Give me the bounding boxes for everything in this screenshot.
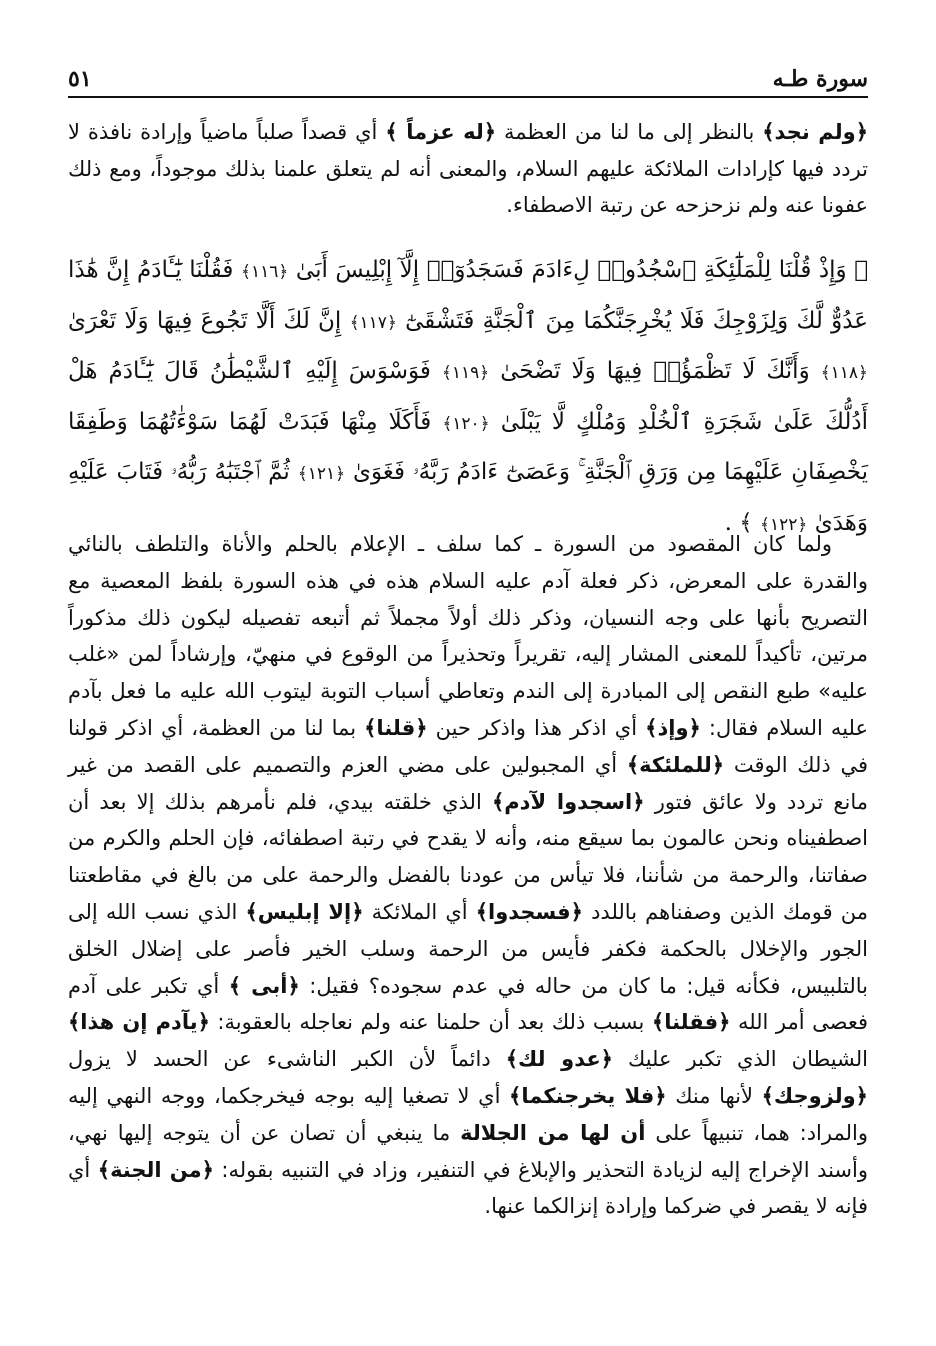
bold-phrase: أن لها من الجلالة xyxy=(460,1120,646,1145)
text-run: أي المجبولين على مضي العزم والتصميم على القصد من غير مانع تردد ولا عائق فتور xyxy=(68,752,869,814)
verse-number: ﴿١٢٠﴾ xyxy=(442,413,490,434)
verse-number: ﴿١١٦﴾ xyxy=(240,262,289,282)
text-run: دائماً لأن الكبر الناشىء عن الحسد لا يزول xyxy=(68,1047,506,1072)
bold-phrase: ﴿له عزماً ﴾ xyxy=(385,120,497,144)
bold-phrase: ﴿فقلنا﴾ xyxy=(651,1010,731,1035)
commentary-paragraph xyxy=(68,526,868,1225)
verse-number: ﴿١١٨﴾ xyxy=(820,363,869,383)
text-run: الذي نسب الله إلى الجور والإخلال بالحكمة فكفر فأيس من الرحمة وسلب الخير فأصر على إضلال الخلق بالتلبيس، فكأنه قيل: ما كان من حاله في عدم سجوده؟ فقيل: xyxy=(68,899,869,998)
bold-phrase: ﴿فلا يخرجنكما﴾ xyxy=(509,1083,667,1108)
verse-text: إِنَّ لَكَ أَلَّا تَجُوعَ فِيهَا وَلَا تَعْرَىٰ xyxy=(68,307,342,334)
verse-text: ثُمَّ ٱجْتَبَٰهُ رَبُّهُۥ فَتَابَ عَلَيْهِ وَهَدَىٰ xyxy=(68,459,868,536)
text-run: الشيطان الذي تكبر عليك xyxy=(612,1047,869,1072)
verse-number: ﴿١٢١﴾ xyxy=(297,464,346,484)
verse-text: فَوَسْوَسَ إِلَيْهِ ٱلشَّيْطَٰنُ قَالَ يَٰٓـَٔادَمُ هَلْ أَدُلُّكَ عَلَىٰ شَجَرَةِ ٱلْخُلْدِ وَمُلْكٍ لَّا يَبْلَىٰ xyxy=(68,358,869,435)
bold-phrase: ﴿اسجدوا لآدم﴾ xyxy=(491,789,645,814)
bold-phrase: ﴿للملئكة﴾ xyxy=(626,752,725,777)
verse-text: فَأَكَلَا مِنْهَا فَبَدَتْ لَهُمَا سَوْءَٰتُهُمَا وَطَفِقَا يَخْصِفَانِ عَلَيْهِمَا مِن وَرَقِ ٱلْجَنَّةِ ۚ وَعَصَىٰٓ ءَادَمُ رَبَّهُۥ فَغَوَىٰ xyxy=(68,408,869,485)
text-run: لأنها منك xyxy=(666,1083,762,1108)
bold-phrase: ﴿يآدم إن هذا﴾ xyxy=(68,1010,210,1035)
bold-phrase: ﴿ولم نجد﴾ xyxy=(762,120,869,144)
intro-paragraph xyxy=(68,114,868,224)
text-run: بالنظر إلى ما لنا من العظمة xyxy=(496,120,763,144)
bold-phrase: ﴿قلنا﴾ xyxy=(364,715,428,740)
text-run: بسبب ذلك بعد أن حلمنا عنه ولم نعاجله بالعقوبة: xyxy=(209,1010,652,1035)
text-run: ولما كان المقصود من السورة ـ كما سلف ـ الإعلام بالحلم والأناة والتلطف بالنائي والقدرة على المعرض، ذكر فعلة آدم عليه السلام هذه في هذه السورة بلفظ المعصية مع التصريح بأنها على وجه النسيان، وذكر ذلك أولاً مجملاً ثم أتبعه تفصيله ليكون ذلك مذكوراً مرتين، تأكيداً للمعنى المشار إليه، تقريراً وتحذيراً من الوقوع في منهيّ، وإرشاداً لمن «غلب عليه» طبع النقص إلى المبادرة إلى الندم وتعاطي أسباب التوبة ليتوب الله عليه ما فعل بآدم عليه السلام فقال: xyxy=(68,532,869,740)
verse-text: ﴿ وَإِذْ قُلْنَا لِلْمَلَٰٓئِكَةِ ٱسْجُدُوا۟ لِءَادَمَ فَسَجَدُوٓا۟ إِلَّآ إِبْلِيسَ أَبَىٰ xyxy=(295,257,869,283)
text-run: الذي خلقته بيدي، فلم نأمرهم بذلك إلا بعد أن اصطفيناه ونحن عالمون بما سيقع منه، وأنه لا يقدح في رتبة اصطفائه، فإن الحلم والكرم من صفاتنا، والرحمة من شأننا، فلا تيأس من عودنا بالفضل والرحمة على من بالغ في مقاطعتنا من قومك الذين وصفناهم باللدد xyxy=(68,789,868,924)
text-run: ما ينبغي أن تصان عن أن يتوجه إليها نهي، وأسند الإخراج إليه لزيادة التحذير والإبلاغ في التنفير، وزاد في التنبيه بقوله: xyxy=(68,1120,868,1182)
bold-phrase: ﴿فسجدوا﴾ xyxy=(475,899,583,924)
bold-phrase: ﴿ولزوجك﴾ xyxy=(761,1083,868,1108)
text-run: أي الملائكة xyxy=(363,899,476,924)
bold-phrase: ﴿أبى ﴾ xyxy=(228,973,300,998)
bold-phrase: ﴿عدو لك﴾ xyxy=(505,1047,613,1072)
text-run: أي تكبر على آدم فعصى أمر الله xyxy=(68,973,869,1035)
verse-end: ﴾ . xyxy=(724,509,753,536)
bold-phrase: ﴿إلا إبليس﴾ xyxy=(245,899,364,924)
quran-verses xyxy=(68,246,868,549)
text-run: أي قصداً صلباً ماضياً وإرادة نافذة لا تردد فيها كإرادات الملائكة عليهم السلام، والمعنى أنه لم يتعلق علمنا بذلك موجوداً، ومع ذلك عفونا عنه ولم نزحزحه عن رتبة الاصطفاء. xyxy=(68,120,868,217)
text-run: أي فإنه لا يقصر في ضركما وإرادة إنزالكما عنها. xyxy=(68,1157,868,1219)
verse-number: ﴿١١٩﴾ xyxy=(441,363,490,383)
page-number: ٥١ xyxy=(68,66,92,92)
bold-phrase: ﴿من الجنة﴾ xyxy=(97,1157,214,1182)
page-header xyxy=(68,58,868,92)
verse-text: وَأَنَّكَ لَا تَظْمَؤُا۟ فِيهَا وَلَا تَضْحَىٰ xyxy=(500,358,810,384)
surah-title: سورة طـه xyxy=(772,66,868,92)
header-rule xyxy=(68,96,868,98)
text-run: أي اذكر هذا واذكر حين xyxy=(427,715,646,740)
text-run: أي لا تصغيا إليه بوجه فيخرجكما، ووجه النهي إليه والمراد: هما، تنبيهاً على xyxy=(68,1083,868,1145)
verse-text: فَقُلْنَا يَٰٓـَٔادَمُ إِنَّ هَٰذَا عَدُوٌّ لَّكَ وَلِزَوْجِكَ فَلَا يُخْرِجَنَّكُمَا مِنَ ٱلْجَنَّةِ فَتَشْقَىٰٓ xyxy=(68,257,869,334)
verse-number: ﴿١١٧﴾ xyxy=(349,312,397,333)
verse-number: ﴿١٢٢﴾ xyxy=(760,514,808,535)
bold-phrase: ﴿وإذ﴾ xyxy=(645,715,701,740)
text-run: بما لنا من العظمة، أي اذكر قولنا في ذلك الوقت xyxy=(68,715,868,777)
